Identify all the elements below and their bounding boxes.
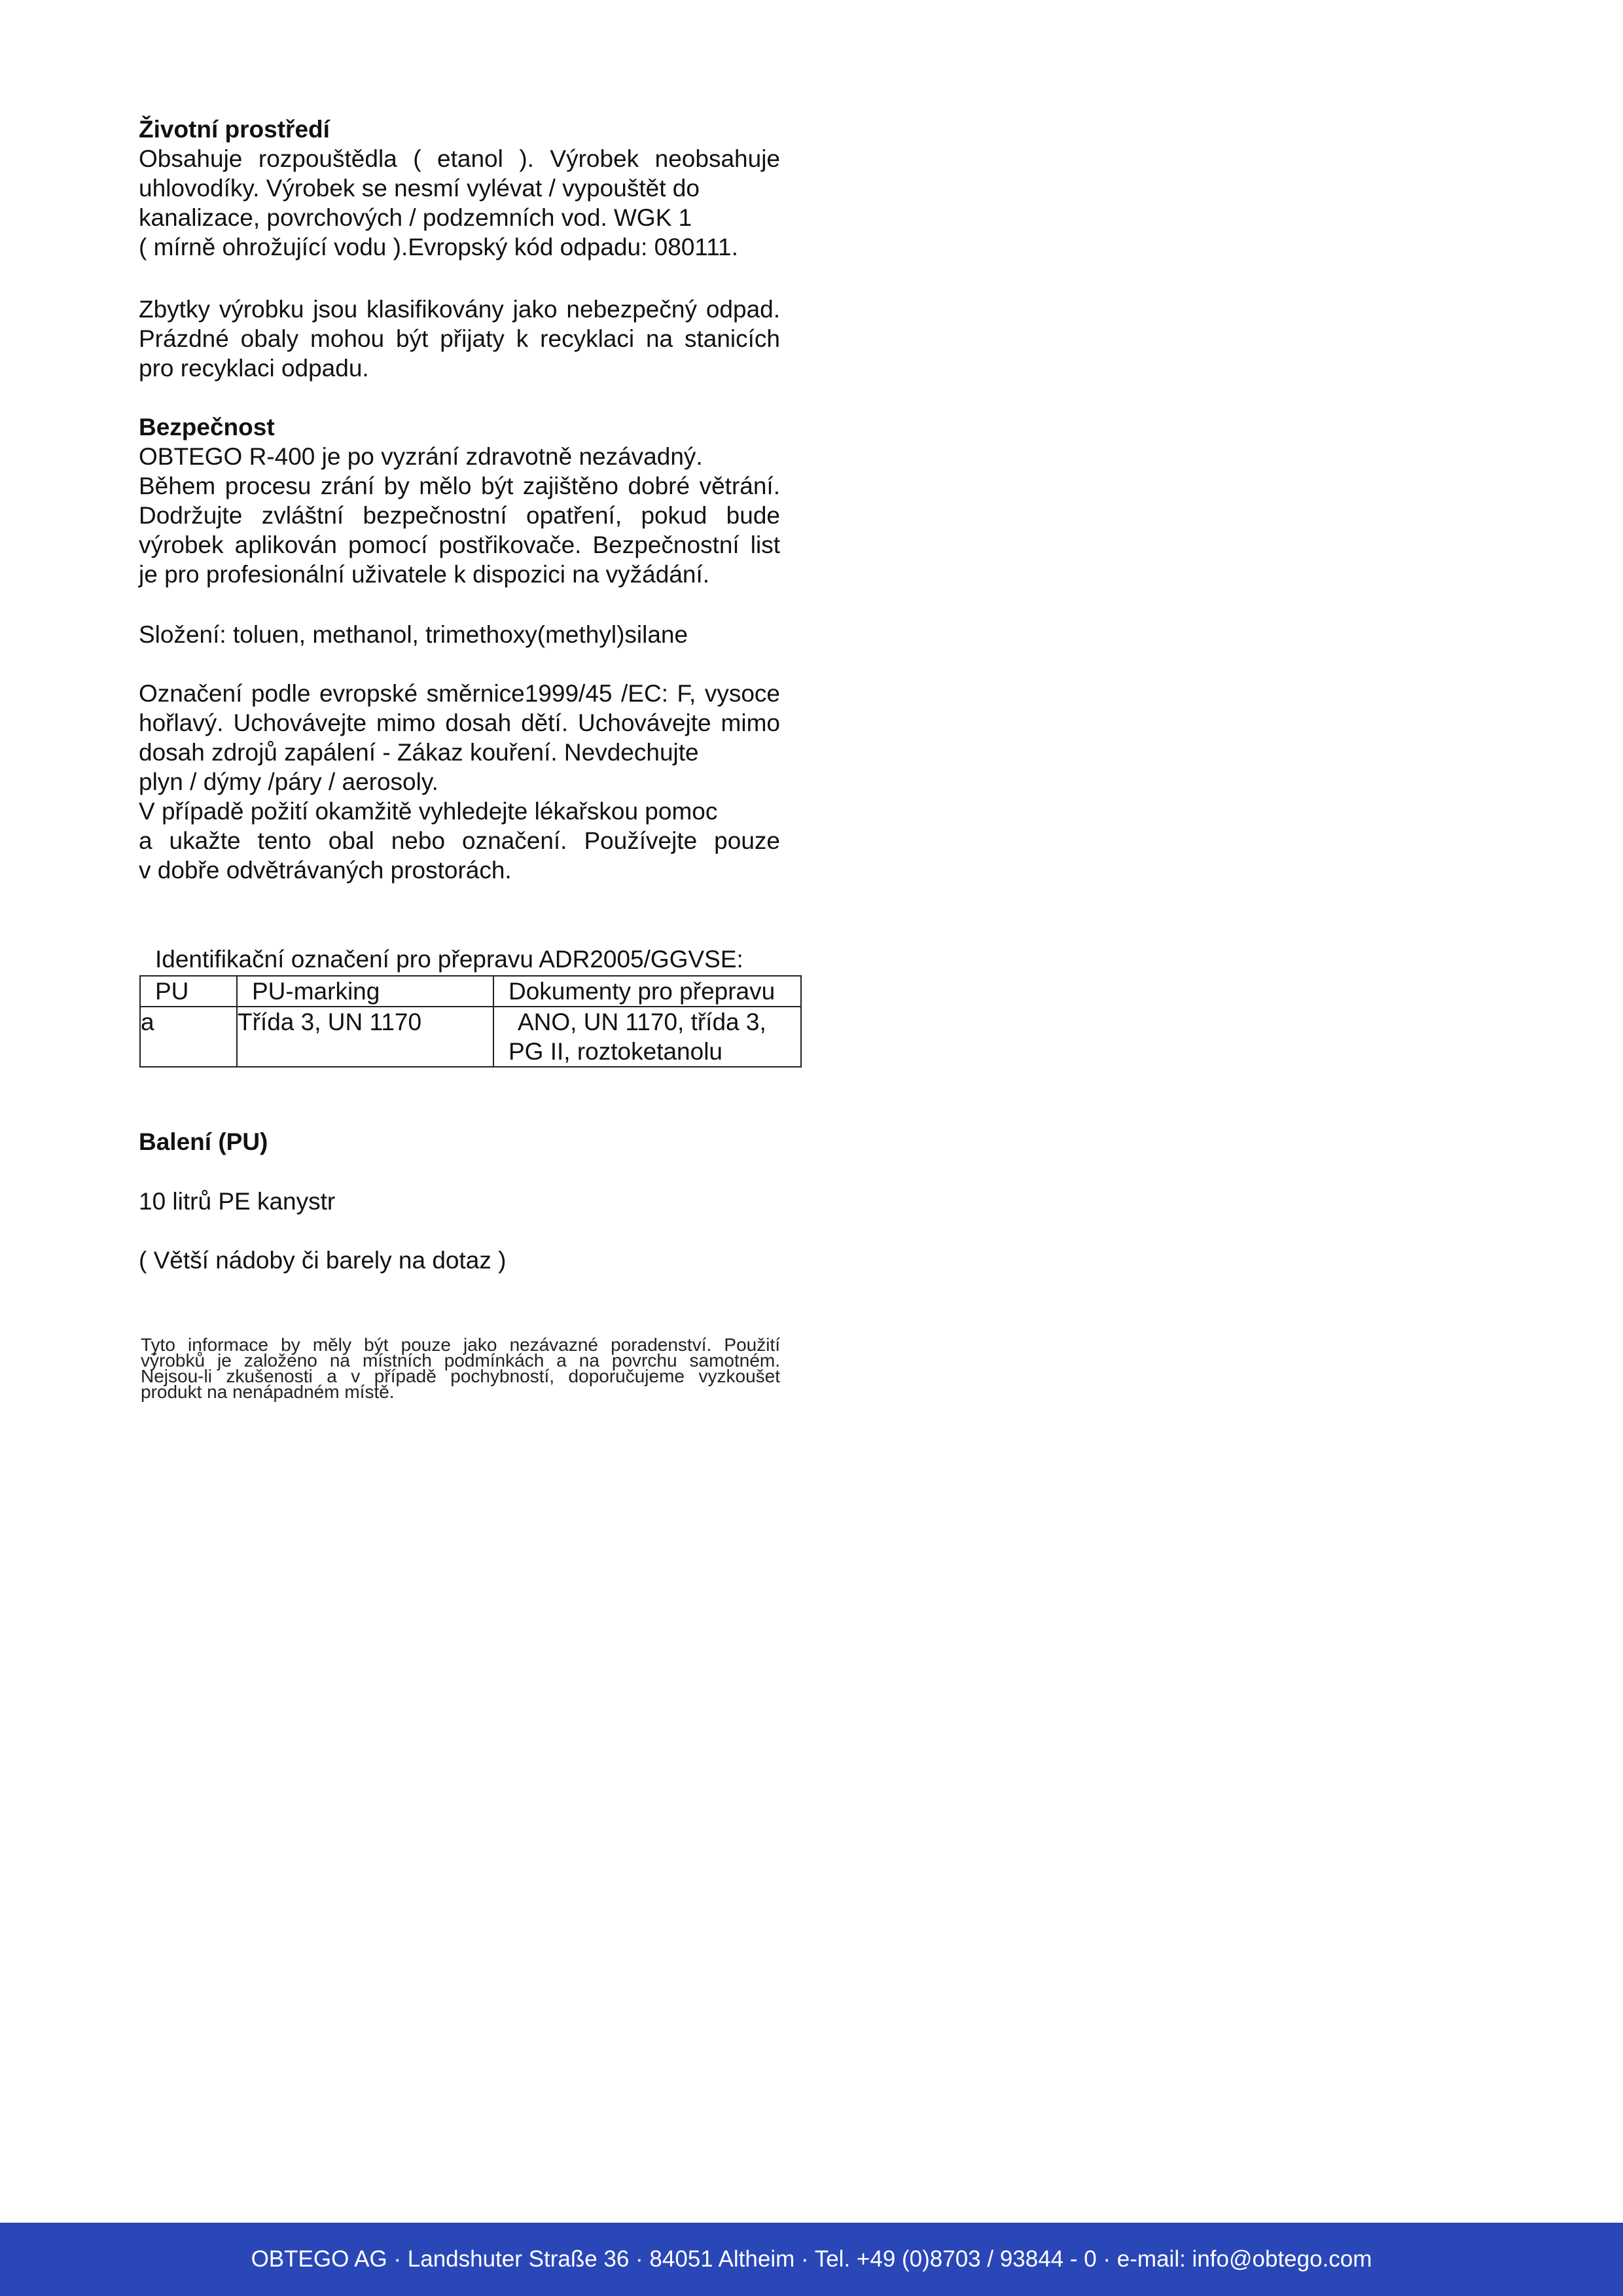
safety-line: je pro profesionální uživatele k dispozici na vyžádání. bbox=[139, 561, 710, 588]
safety-line: Dodržujte zvláštní bezpečnostní opatření, pokud bude bbox=[139, 502, 780, 529]
disclaimer-line: produkt na nenápadném místě. bbox=[141, 1382, 395, 1402]
waste-line: Zbytky výrobku jsou klasifikovány jako nebezpečný odpad. bbox=[139, 296, 780, 323]
cell-documents-line: ANO, UN 1170, třída 3, bbox=[518, 1009, 766, 1035]
waste-line: Prázdné obaly mohou být přijaty k recyklaci na stanicích bbox=[139, 325, 780, 352]
packaging-note: ( Větší nádoby či barely na dotaz ) bbox=[139, 1247, 507, 1274]
disclaimer-line: Tyto informace by měly být pouze jako nezávazné poradenství. Použití bbox=[141, 1335, 780, 1355]
table-row bbox=[140, 1007, 801, 1067]
waste-section bbox=[139, 295, 780, 383]
disclaimer-line: Nejsou-li zkušenosti a v případě pochybností, doporučujeme vyzkoušet bbox=[141, 1366, 780, 1386]
table-header-row bbox=[140, 976, 801, 1007]
packaging-item: 10 litrů PE kanystr bbox=[139, 1188, 336, 1215]
footer-bar bbox=[0, 2223, 1623, 2296]
labeling-line: dosah zdrojů zapálení - Zákaz kouření. Nevdechujte bbox=[139, 739, 699, 766]
environment-line: uhlovodíky. Výrobek se nesmí vylévat / vypouštět do bbox=[139, 175, 700, 202]
safety-line: Během procesu zrání by mělo být zajištěno dobré větrání. bbox=[139, 473, 780, 499]
safety-line: OBTEGO R-400 je po vyzrání zdravotně nezávadný. bbox=[139, 443, 703, 470]
footer-contact-text: OBTEGO AG · Landshuter Straße 36 · 84051 Altheim · Tel. +49 (0)8703 / 93844 - 0 · e-mail: info@obtego.com bbox=[251, 2246, 1372, 2272]
safety-heading: Bezpečnost bbox=[139, 414, 275, 440]
waste-line: pro recyklaci odpadu. bbox=[139, 355, 369, 382]
header-documents: Dokumenty pro přepravu bbox=[493, 976, 801, 1007]
labeling-line: plyn / dýmy /páry / aerosoly. bbox=[139, 768, 438, 795]
labeling-section bbox=[139, 679, 780, 885]
safety-line: výrobek aplikován pomocí postřikovače. Bezpečnostní list bbox=[139, 531, 780, 558]
environment-line: kanalizace, povrchových / podzemních vod. WGK 1 bbox=[139, 204, 692, 231]
disclaimer bbox=[141, 1337, 780, 1400]
transport-table bbox=[139, 975, 802, 1067]
composition-text: Složení: toluen, methanol, trimethoxy(methyl)silane bbox=[139, 621, 688, 648]
transport-title: Identifikační označení pro přepravu ADR2005/GGVSE: bbox=[155, 946, 743, 973]
labeling-line: v dobře odvětrávaných prostorách. bbox=[139, 857, 512, 884]
labeling-line: Označení podle evropské směrnice1999/45 /EC: F, vysoce bbox=[139, 680, 780, 707]
safety-section bbox=[139, 412, 780, 589]
disclaimer-line: výrobků je založeno na místních podmínkách a na povrchu samotném. bbox=[141, 1350, 780, 1371]
cell-pu-marking: Třída 3, UN 1170 bbox=[237, 1007, 493, 1067]
environment-heading: Životní prostředí bbox=[139, 116, 330, 143]
cell-pu: a bbox=[140, 1007, 237, 1067]
labeling-line: V případě požití okamžitě vyhledejte lékařskou pomoc bbox=[139, 798, 718, 825]
labeling-line: hořlavý. Uchovávejte mimo dosah dětí. Uchovávejte mimo bbox=[139, 709, 780, 736]
cell-documents-line: PG II, roztoketanolu bbox=[508, 1038, 723, 1065]
environment-section bbox=[139, 115, 780, 262]
packaging-heading: Balení (PU) bbox=[139, 1128, 268, 1155]
header-pu: PU bbox=[140, 976, 237, 1007]
environment-line: ( mírně ohrožující vodu ).Evropský kód odpadu: 080111. bbox=[139, 234, 738, 260]
cell-documents bbox=[493, 1007, 801, 1067]
labeling-line: a ukažte tento obal nebo označení. Používejte pouze bbox=[139, 827, 780, 854]
header-pu-marking: PU-marking bbox=[237, 976, 493, 1007]
environment-line: Obsahuje rozpouštědla ( etanol ). Výrobek neobsahuje bbox=[139, 145, 780, 172]
